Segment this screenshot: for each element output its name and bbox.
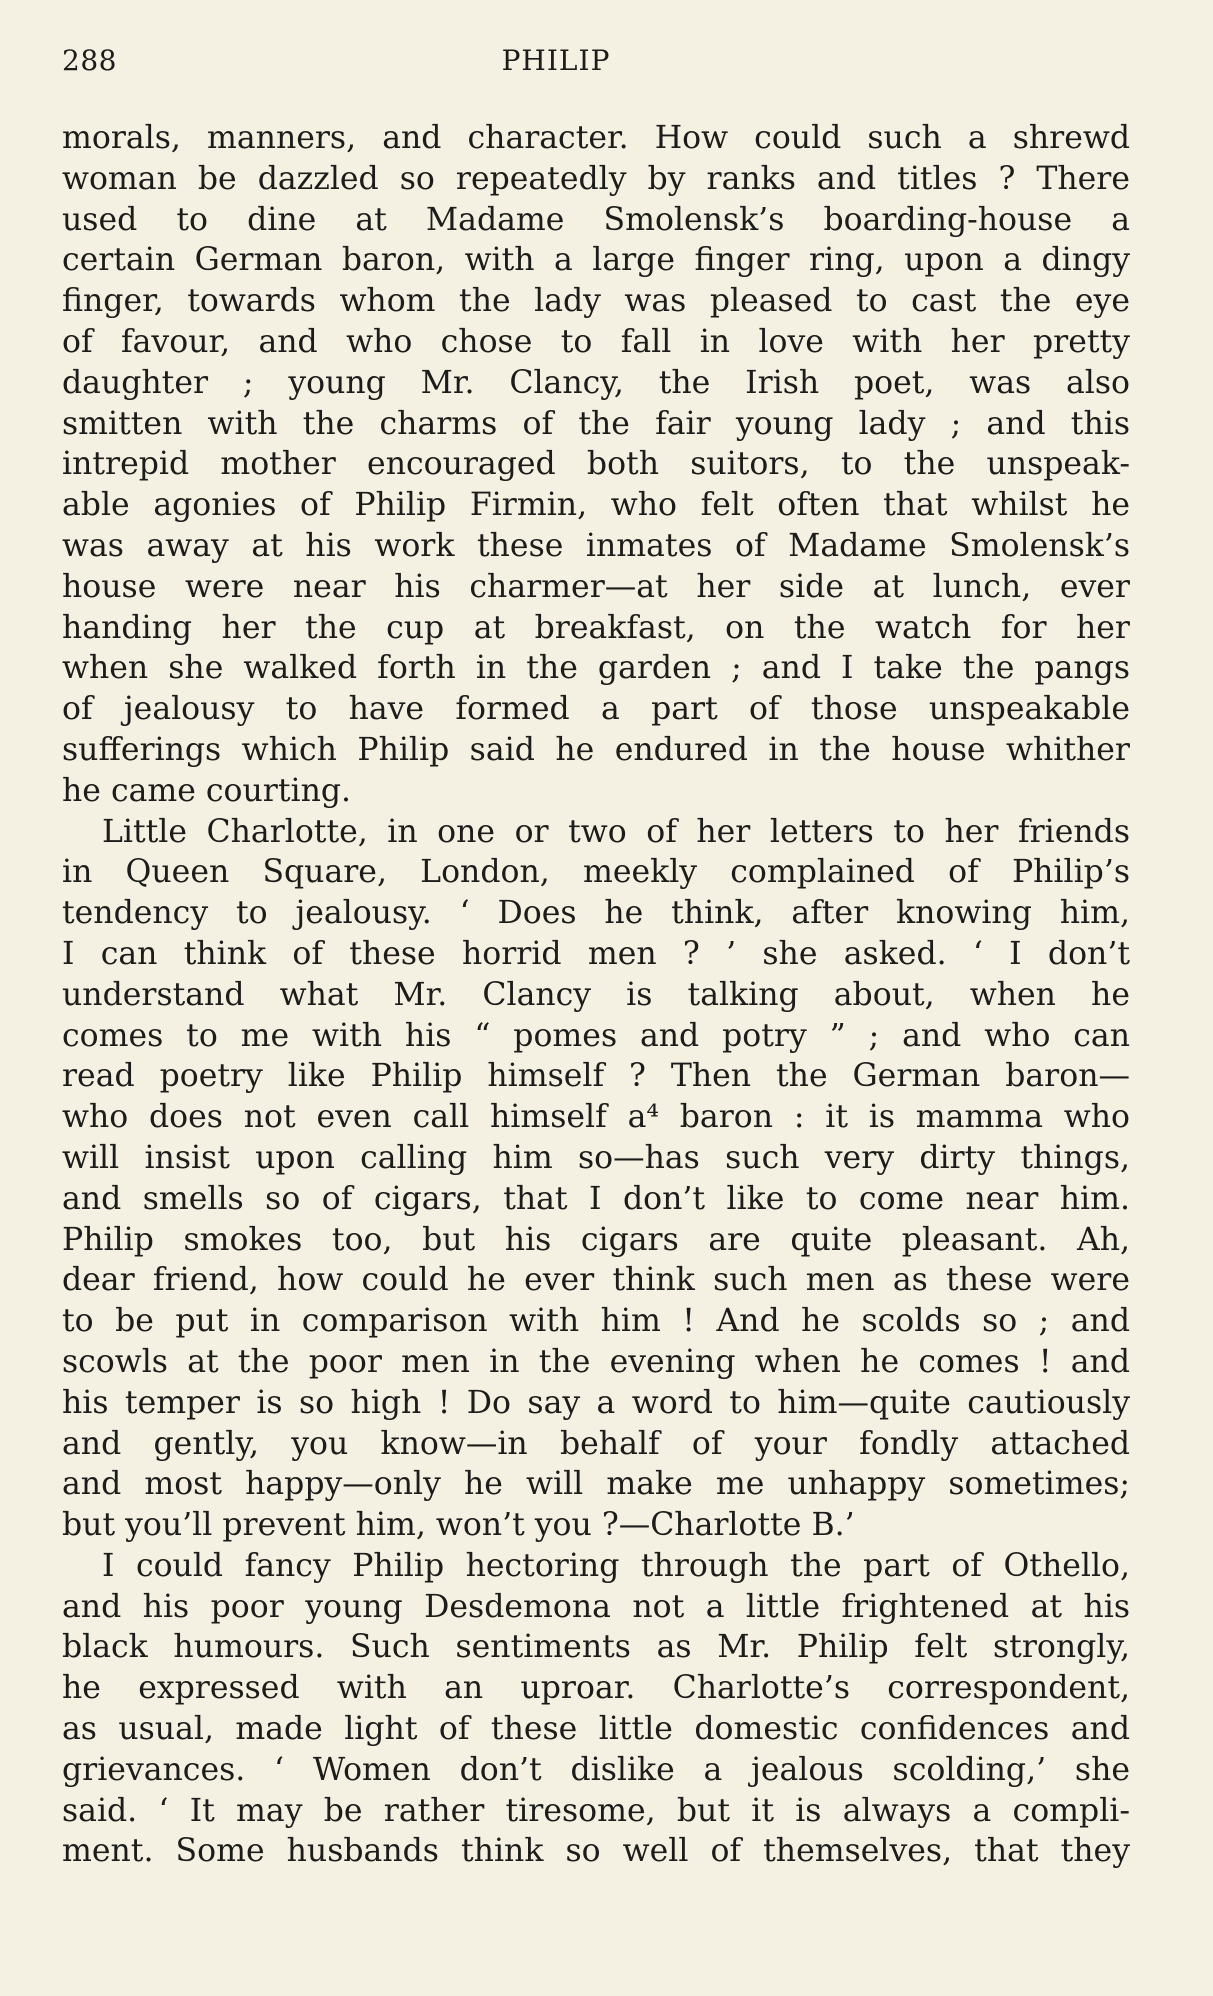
text-line: morals, manners, and character. How could such a shrewd	[62, 120, 1130, 156]
text-line: and smells so of cigars, that I don’t like to come near him.	[62, 1180, 1130, 1217]
page-number: 288	[62, 44, 117, 77]
text-line: tendency to jealousy. ‘ Does he think, after knowing him,	[62, 895, 1130, 932]
text-line: as usual, made light of these little domestic confidences and	[62, 1711, 1130, 1748]
text-line: ment. Some husbands think so well of themselves, that they	[62, 1833, 1130, 1870]
text-line: handing her the cup at breakfast, on the watch for her	[62, 609, 1130, 646]
text-line: and most happy—only he will make me unhappy sometimes;	[62, 1466, 1130, 1503]
text-line: he came courting.	[62, 772, 352, 809]
text-line: read poetry like Philip himself ? Then the German baron—	[62, 1058, 1130, 1095]
text-line: comes to me with his “ pomes and potry ” ; and who can	[62, 1017, 1130, 1054]
text-line: intrepid mother encouraged both suitors, to the unspeak-	[62, 446, 1130, 483]
text-line: house were near his charmer—at her side at lunch, ever	[62, 568, 1130, 605]
text-line: his temper is so high ! Do say a word to him—quite cautiously	[62, 1384, 1130, 1421]
paragraph-3	[62, 1546, 1130, 1872]
text-line: woman be dazzled so repeatedly by ranks and titles ? There	[62, 160, 1130, 197]
running-title: PHILIP	[501, 44, 611, 77]
text-line: but you’ll prevent him, won’t you ?—Charlotte B.’	[62, 1507, 855, 1544]
text-line: grievances. ‘ Women don’t dislike a jealous scolding,’ she	[62, 1751, 1130, 1788]
text-line: who does not even call himself a⁴ baron : it is mamma who	[62, 1099, 1130, 1136]
text-line: finger, towards whom the lady was pleased to cast the eye	[62, 283, 1130, 320]
text-line: he expressed with an uproar. Charlotte’s correspondent,	[62, 1670, 1130, 1707]
text-line: Little Charlotte, in one or two of her letters to her friends	[102, 813, 1130, 850]
text-line: and gently, you know—in behalf of your fondly attached	[62, 1425, 1130, 1462]
text-line: sufferings which Philip said he endured in the house whither	[62, 731, 1130, 768]
text-line: and his poor young Desdemona not a little frightened at his	[62, 1588, 1130, 1625]
text-line: black humours. Such sentiments as Mr. Philip felt strongly,	[62, 1629, 1130, 1666]
text-line: certain German baron, with a large finger ring, upon a dingy	[62, 242, 1130, 279]
text-line: daughter ; young Mr. Clancy, the Irish poet, was also	[62, 364, 1130, 401]
text-line: understand what Mr. Clancy is talking about, when he	[62, 976, 1130, 1013]
text-line: I can think of these horrid men ? ’ she asked. ‘ I don’t	[62, 935, 1130, 972]
paragraph-2	[62, 812, 1130, 1546]
text-line: able agonies of Philip Firmin, who felt often that whilst he	[62, 487, 1130, 524]
text-line: to be put in comparison with him ! And he scolds so ; and	[62, 1303, 1130, 1340]
text-line: Philip smokes too, but his cigars are quite pleasant. Ah,	[62, 1221, 1130, 1258]
text-line: of jealousy to have formed a part of those unspeakable	[62, 691, 1130, 728]
text-line: of favour, and who chose to fall in love with her pretty	[62, 323, 1130, 360]
text-line: in Queen Square, London, meekly complained of Philip’s	[62, 854, 1130, 891]
text-line: used to dine at Madame Smolensk’s boarding-house a	[62, 201, 1130, 238]
text-line: smitten with the charms of the fair young lady ; and this	[62, 405, 1130, 442]
body-text	[62, 118, 1130, 1872]
text-line: scowls at the poor men in the evening when he comes ! and	[62, 1343, 1130, 1380]
text-line: dear friend, how could he ever think such men as these were	[62, 1262, 1130, 1299]
paragraph-1	[62, 118, 1130, 812]
text-line: was away at his work these inmates of Madame Smolensk’s	[62, 527, 1130, 564]
text-line: I could fancy Philip hectoring through the part of Othello,	[102, 1547, 1130, 1584]
text-line: will insist upon calling him so—has such very dirty things,	[62, 1139, 1130, 1176]
text-line: said. ‘ It may be rather tiresome, but it is always a compli-	[62, 1792, 1130, 1829]
text-line: when she walked forth in the garden ; and I take the pangs	[62, 650, 1130, 687]
page-header	[62, 44, 1130, 84]
